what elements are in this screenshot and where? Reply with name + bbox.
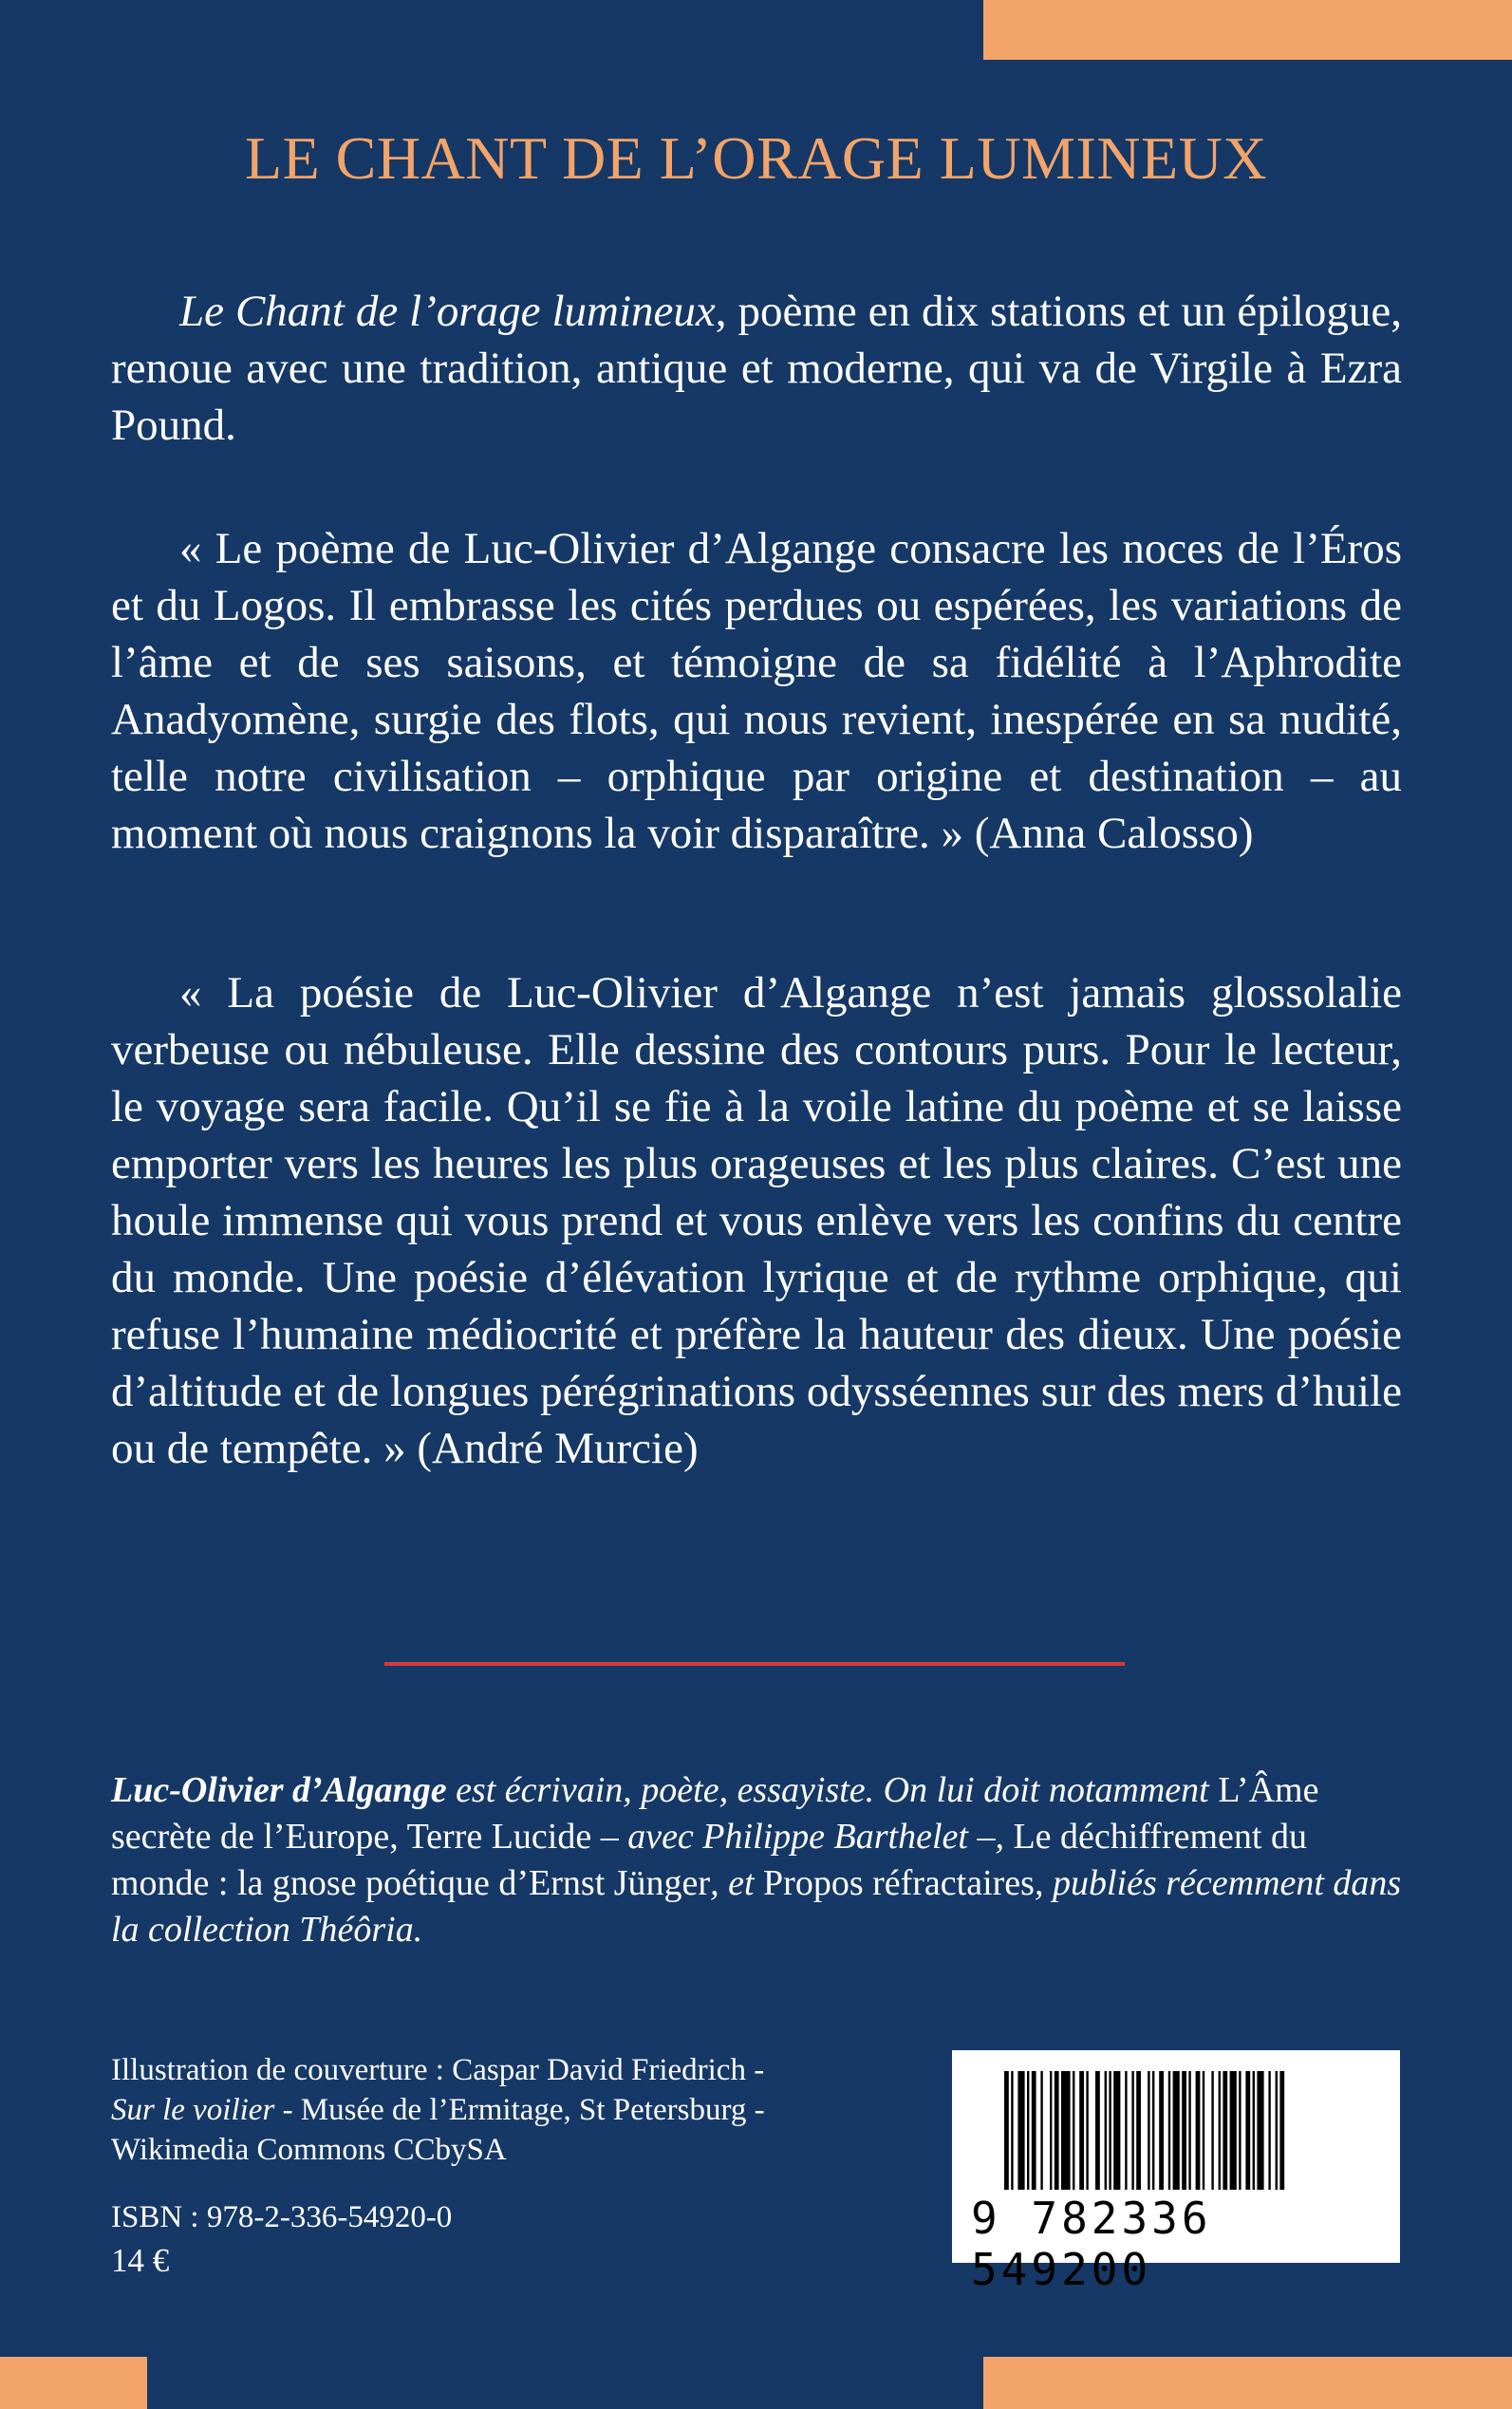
bio-part4: , publiés récemment dans la collection Théôria. xyxy=(111,1863,1402,1950)
top-orange-band xyxy=(983,0,1512,60)
bio-author-name: Luc-Olivier d’Algange xyxy=(111,1770,447,1810)
intro-book-title: Le Chant de l’orage lumineux xyxy=(179,287,716,336)
bio-work3: Propos réfractaires xyxy=(763,1863,1035,1903)
cover-credits xyxy=(111,2050,870,2170)
bio-work2: Le déchiffrement du monde : la gnose poétique d’Ernst Jünger xyxy=(111,1817,1307,1903)
author-bio xyxy=(111,1767,1402,1953)
bottom-left-orange-band xyxy=(0,2357,147,2409)
barcode-bars xyxy=(1004,2071,1365,2190)
barcode xyxy=(952,2050,1400,2295)
price: 14 € xyxy=(111,2242,170,2279)
credits-line1: Illustration de couverture : Caspar David Friedrich - xyxy=(111,2053,765,2087)
credits-painting-title: Sur le voilier xyxy=(111,2093,275,2127)
quote-anna-calosso xyxy=(111,520,1402,862)
book-title: LE CHANT DE L’ORAGE LUMINEUX xyxy=(244,124,1268,192)
credits-line3: Wikimedia Commons CCbySA xyxy=(111,2133,507,2167)
bottom-right-orange-band xyxy=(983,2357,1512,2409)
quote1-text: « Le poème de Luc-Olivier d’Algange consacre les noces de l’Éros et du Logos. Il embrasse les cités perdues ou espérées, les variations de l’âme et de ses saisons, et témoigne de sa fidélité à l’Aphrodite Anadyomène, surgie des flots, qui nous revient, inespérée en sa nudité, telle notre civilisation – orphique par origine et destination – au moment où nous craignons la voir disparaître. » (Anna Calosso) xyxy=(111,524,1402,858)
isbn: ISBN : 978-2-336-54920-0 xyxy=(111,2200,453,2234)
bio-work1: L’Âme secrète de l’Europe, Terre Lucide xyxy=(111,1770,1319,1857)
credits-line2 xyxy=(111,2090,870,2130)
quote-andre-murcie xyxy=(111,964,1402,1477)
intro-paragraph xyxy=(111,283,1402,454)
bio-part1: est écrivain, poète, essayiste. On lui doit notamment xyxy=(446,1770,1219,1810)
bio-part3: , et xyxy=(710,1863,764,1903)
credits-line2-rest: - Musée de l’Ermitage, St Petersburg - xyxy=(274,2093,765,2127)
red-divider xyxy=(384,1662,1125,1666)
intro-text: , poème en dix stations et un épilogue, renoue avec une tradition, antique et moderne, qui va de Virgile à Ezra Pound. xyxy=(111,287,1402,450)
bio-part2: – avec Philippe Barthelet –, xyxy=(591,1817,1014,1857)
quote2-text: « La poésie de Luc-Olivier d’Algange n’est jamais glossolalie verbeuse ou nébuleuse. Elle dessine des contours purs. Pour le lecteur, le voyage sera facile. Qu’il se fie à la voile latine du poème et se laisse emporter vers les heures les plus orageuses et les plus claires. C’est une houle immense qui vous prend et vous enlève vers les confins du centre du monde. Une poésie d’élévation lyrique et de rythme orphique, qui refuse l’humaine médiocrité et préfère la hauteur des dieux. Une poésie d’altitude et de longues pérégrinations odysséennes sur des mers d’huile ou de tempête. » (André Murcie) xyxy=(111,968,1402,1473)
barcode-digits: 9 782336 549200 xyxy=(971,2193,1212,2295)
